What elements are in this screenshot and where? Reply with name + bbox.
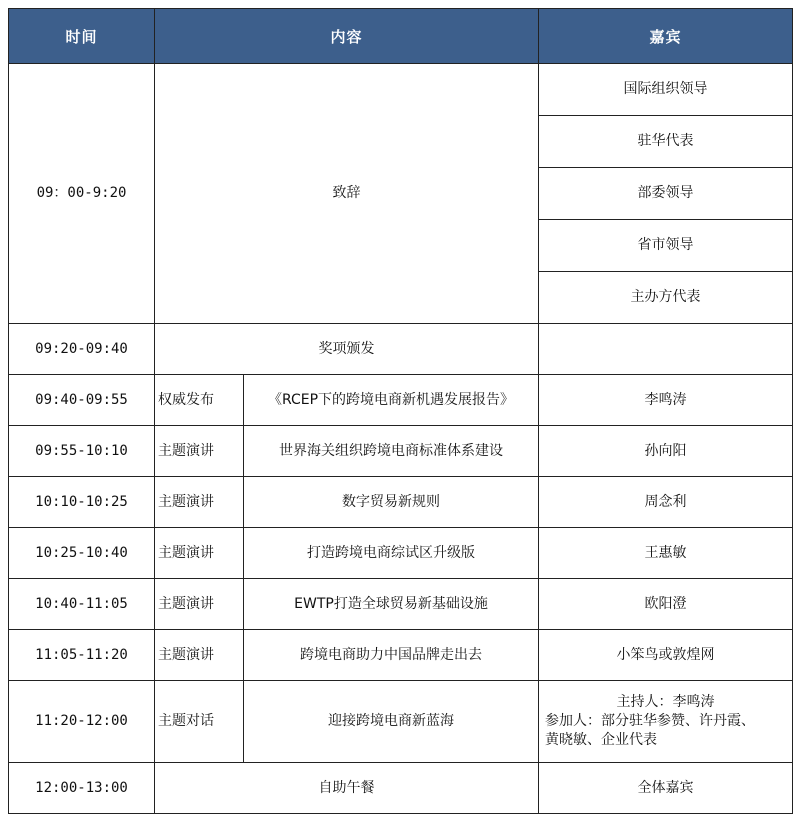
time-cell: 09:40-09:55 — [9, 375, 155, 426]
table-row — [9, 64, 793, 116]
guest-cell: 驻华代表 — [539, 116, 793, 168]
table-row — [9, 375, 793, 426]
header-row — [9, 9, 793, 64]
guest-cell: 王惠敏 — [539, 528, 793, 579]
time-cell: 09:55-10:10 — [9, 426, 155, 477]
time-cell: 10:40-11:05 — [9, 579, 155, 630]
host-line: 主持人：李鸣涛 — [616, 694, 715, 710]
session-type-cell: 主题演讲 — [155, 477, 244, 528]
content-cell: 数字贸易新规则 — [244, 477, 539, 528]
session-type-cell: 主题演讲 — [155, 426, 244, 477]
content-cell: EWTP打造全球贸易新基础设施 — [244, 579, 539, 630]
time-cell: 11:20-12:00 — [9, 681, 155, 763]
content-cell: 跨境电商助力中国品牌走出去 — [244, 630, 539, 681]
session-type-cell: 权威发布 — [155, 375, 244, 426]
guest-cell: 全体嘉宾 — [539, 763, 793, 814]
session-type-cell: 主题演讲 — [155, 630, 244, 681]
table-row — [9, 763, 793, 814]
time-cell: 10:25-10:40 — [9, 528, 155, 579]
guest-cell: 省市领导 — [539, 220, 793, 272]
schedule-table — [8, 8, 793, 814]
guest-cell: 欧阳澄 — [539, 579, 793, 630]
guest-cell: 部委领导 — [539, 168, 793, 220]
time-cell: 09:20-09:40 — [9, 324, 155, 375]
table-row — [9, 477, 793, 528]
table-row — [9, 528, 793, 579]
header-content: 内容 — [155, 9, 539, 64]
time-cell: 09：00-9:20 — [9, 64, 155, 324]
participants-line-cont: 黄晓敏、企业代表 — [545, 732, 658, 748]
participants-line: 参加人：部分驻华参赞、许丹霞、 — [545, 713, 756, 729]
session-type-cell: 主题演讲 — [155, 579, 244, 630]
session-type-cell: 主题对话 — [155, 681, 244, 763]
time-cell: 10:10-10:25 — [9, 477, 155, 528]
guest-cell: 主办方代表 — [539, 272, 793, 324]
content-cell: 打造跨境电商综试区升级版 — [244, 528, 539, 579]
guest-cell: 李鸣涛 — [539, 375, 793, 426]
guest-cell: 小笨鸟或敦煌网 — [539, 630, 793, 681]
guest-cell: 周念利 — [539, 477, 793, 528]
guest-cell: 孙向阳 — [539, 426, 793, 477]
content-cell: 自助午餐 — [155, 763, 539, 814]
table-row — [9, 681, 793, 763]
content-cell: 《RCEP下的跨境电商新机遇发展报告》 — [244, 375, 539, 426]
table-row — [9, 579, 793, 630]
header-time: 时间 — [9, 9, 155, 64]
content-cell: 迎接跨境电商新蓝海 — [244, 681, 539, 763]
content-cell: 致辞 — [155, 64, 539, 324]
guest-cell — [539, 681, 793, 763]
guest-cell — [539, 324, 793, 375]
time-cell: 11:05-11:20 — [9, 630, 155, 681]
table-row — [9, 426, 793, 477]
content-cell: 世界海关组织跨境电商标准体系建设 — [244, 426, 539, 477]
time-cell: 12:00-13:00 — [9, 763, 155, 814]
content-cell: 奖项颁发 — [155, 324, 539, 375]
session-type-cell: 主题演讲 — [155, 528, 244, 579]
guest-cell: 国际组织领导 — [539, 64, 793, 116]
header-guest: 嘉宾 — [539, 9, 793, 64]
table-row — [9, 324, 793, 375]
table-row — [9, 630, 793, 681]
